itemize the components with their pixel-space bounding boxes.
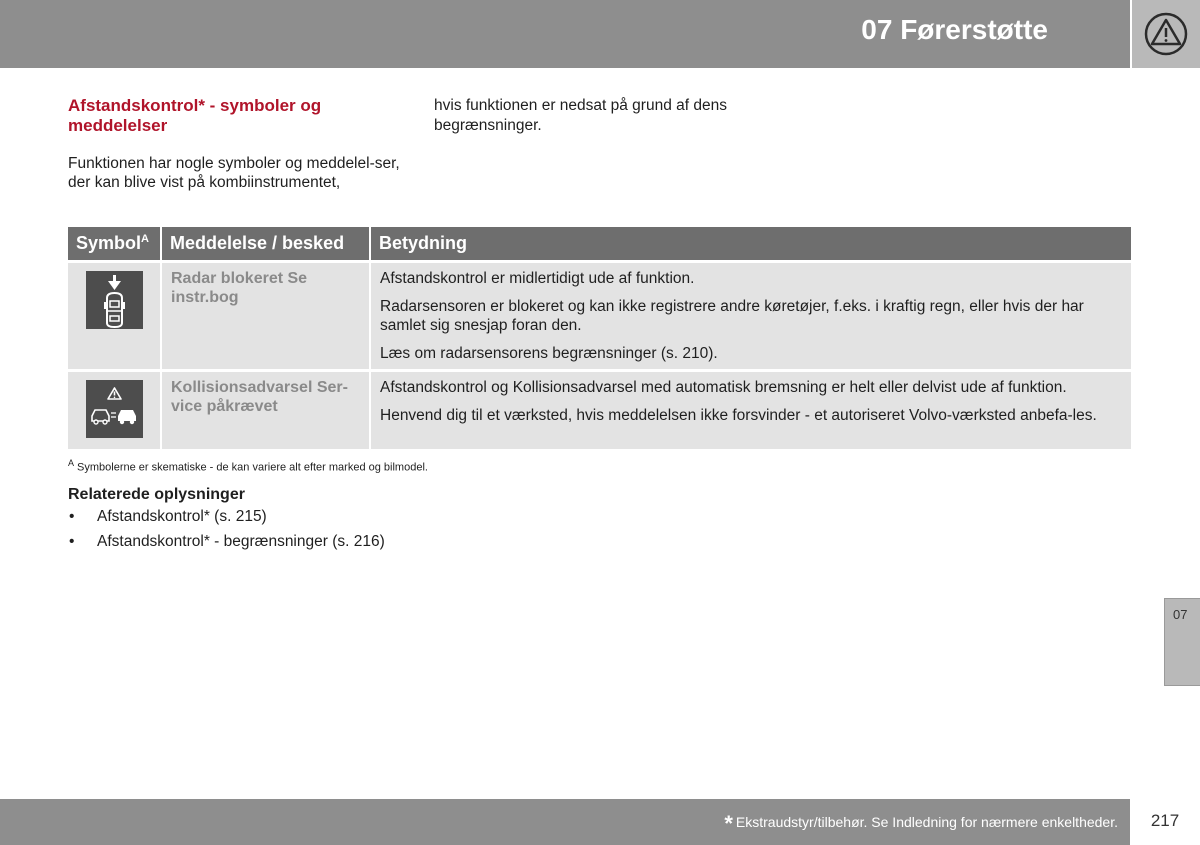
symbol-cell — [68, 261, 161, 370]
column-header-message: Meddelelse / besked — [161, 227, 370, 261]
list-item — [68, 507, 385, 526]
table-footnote — [68, 458, 428, 474]
message-cell: Radar blokeret Se instr.bog — [161, 261, 370, 370]
chapter-tab: 07 — [1164, 598, 1200, 686]
meaning-text: Læs om radarsensorens begrænsninger (s. 210). — [380, 344, 718, 362]
radar-blocked-car-icon — [86, 271, 143, 329]
meaning-text: Afstandskontrol og Kollisionsadvarsel med automatisk bremsning er helt eller delvist ude af funktion. — [380, 378, 1067, 396]
chapter-icon-box — [1132, 0, 1200, 68]
footer-note — [724, 811, 1118, 837]
bullet-icon: • — [69, 533, 75, 550]
meaning-cell — [370, 261, 1131, 370]
intro-text-left: Funktionen har nogle symboler og meddelel-ser, der kan blive vist på kombiinstrumentet, — [68, 155, 400, 191]
meaning-text: Afstandskontrol er midlertidigt ude af funktion. — [380, 269, 695, 287]
related-info-heading: Relaterede oplysninger — [68, 486, 245, 503]
bullet-icon: • — [69, 508, 75, 525]
message-cell: Kollisionsadvarsel Ser-vice påkrævet — [161, 370, 370, 449]
footnote-marker: A — [68, 458, 75, 468]
page-number: 217 — [1130, 799, 1200, 845]
chapter-header-bar — [0, 0, 1130, 68]
meaning-text: Henvend dig til et værksted, hvis meddelelsen ikke forsvinder - et autoriseret Volvo-værksted anbefa-les. — [380, 406, 1097, 424]
related-link[interactable]: Afstandskontrol* - begrænsninger (s. 216) — [97, 533, 385, 550]
footer-bar — [0, 799, 1130, 845]
footnote-marker: A — [141, 232, 149, 245]
footnote-text: Symbolerne er skematiske - de kan variere alt efter marked og bilmodel. — [77, 461, 428, 474]
meaning-text: Radarsensoren er blokeret og kan ikke registrere andre køretøjer, f.eks. i kraftig regn, eller hvis der har samlet sig snesjap foran den. — [380, 297, 1084, 334]
table-row — [68, 261, 1131, 370]
warning-triangle-icon — [1140, 12, 1192, 56]
collision-warning-icon — [86, 380, 143, 438]
column-header-meaning: Betydning — [370, 227, 1131, 261]
symbols-table — [68, 227, 1131, 449]
table-header-row — [68, 227, 1131, 261]
section-title: Afstandskontrol* - symboler og meddelelser — [68, 96, 322, 135]
intro-text-right: hvis funktionen er nedsat på grund af dens begrænsninger. — [434, 97, 727, 134]
list-item — [68, 532, 385, 551]
table-row — [68, 370, 1131, 449]
footer-star: * — [724, 811, 733, 836]
related-info-list — [68, 507, 385, 557]
related-link[interactable]: Afstandskontrol* (s. 215) — [97, 508, 267, 525]
meaning-cell — [370, 370, 1131, 449]
column-header-symbol: Symbol$^A$ — [68, 227, 161, 261]
symbol-cell — [68, 370, 161, 449]
footer-note-text: Ekstraudstyr/tilbehør. Se Indledning for nærmere enkeltheder. — [735, 814, 1118, 830]
chapter-title: 07 Førerstøtte — [861, 14, 1048, 45]
